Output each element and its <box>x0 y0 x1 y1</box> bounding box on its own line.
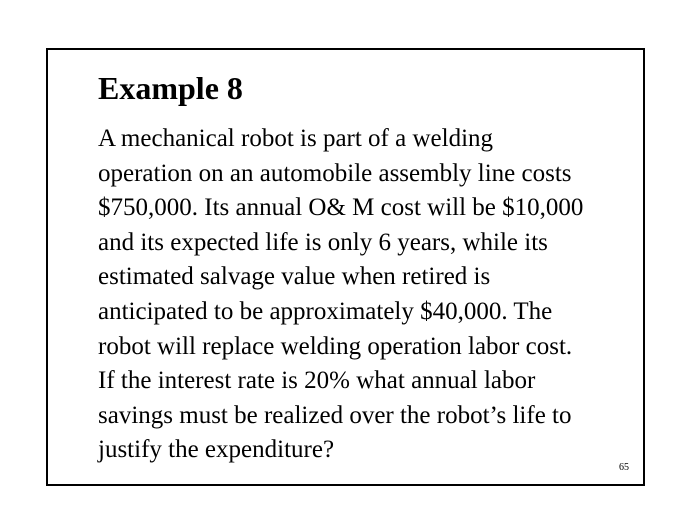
body-line-10: justify the expenditure? <box>98 436 335 464</box>
body-line-9: savings must be realized over the robot’s life to <box>98 401 572 429</box>
slide-frame <box>46 48 645 486</box>
body-line-1: A mechanical robot is part of a welding <box>98 125 494 152</box>
page-number: 65 <box>619 462 629 473</box>
slide-body <box>98 122 628 468</box>
body-line-8: If the interest rate is 20% what annual labor <box>98 367 536 395</box>
body-line-5: estimated salvage value when retired is <box>98 263 491 291</box>
body-line-4: and its expected life is only 6 years, while its <box>98 228 548 256</box>
body-line-2: operation on an automobile assembly line costs <box>98 159 572 187</box>
body-line-6: anticipated to be approximately $40,000. The <box>98 297 553 325</box>
slide-title: Example 8 <box>98 70 243 106</box>
body-line-3: $750,000. Its annual O& M cost will be $10,000 <box>98 194 584 222</box>
body-line-7: robot will replace welding operation labor cost. <box>98 332 573 360</box>
